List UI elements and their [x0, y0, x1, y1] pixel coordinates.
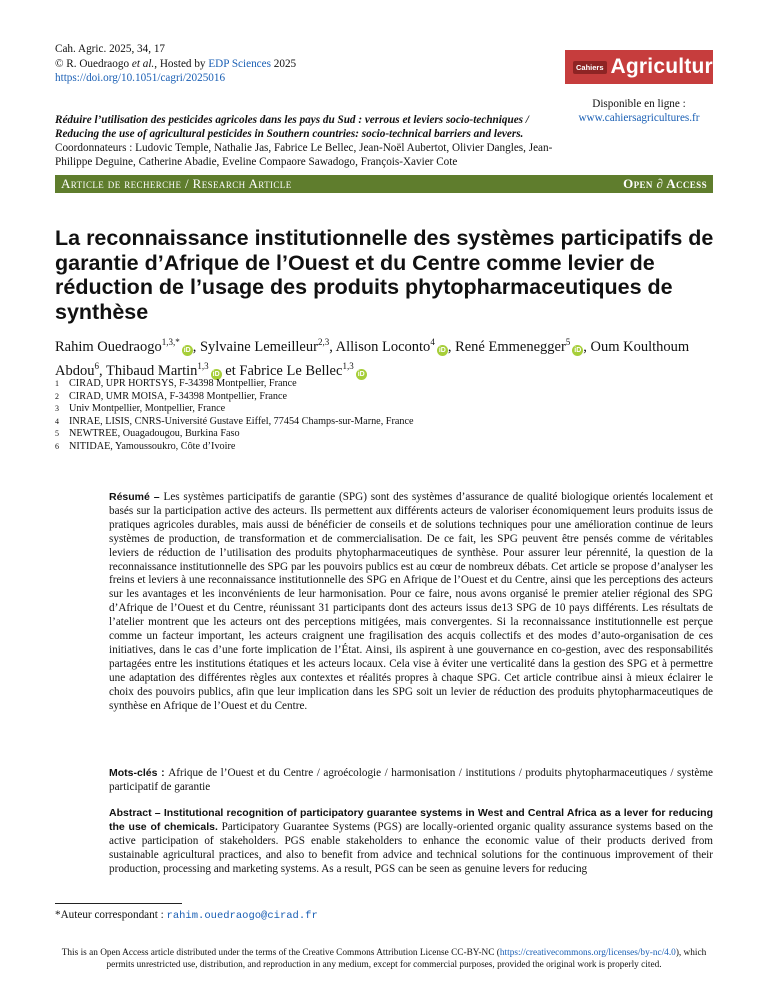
affiliation-text: NITIDAE, Yamoussoukro, Côte d’Ivoire	[69, 440, 236, 452]
coordinators: Coordonnateurs : Ludovic Temple, Nathalie Jas, Fabrice Le Bellec, Jean-Noël Aubertot, Olivier Dangles, Jean-Philippe Deguine, Catherine Abadie, Eveline Compaore Sawadogo, François-Xavier Cote	[55, 142, 553, 168]
author	[336, 339, 448, 355]
author-name: Oum Koulthoum Abdou	[55, 338, 690, 379]
series-title: Réduire l’utilisation des pesticides agricoles dans les pays du Sud : verrous et leviers socio-techniques / Reducing the use of agricultural pesticides in Southern countries: socio-technical barriers and levers.	[55, 114, 529, 140]
author	[200, 339, 329, 355]
affiliation-number: 2	[55, 391, 59, 401]
affiliation	[55, 416, 414, 429]
resume-text: Les systèmes participatifs de garantie (SPG) sont des systèmes d’assurance de qualité biologique orientés localement et basés sur la participation active des acteurs. Ils permettent aux différents acteurs de valoriser économiquement leurs produits issus de pratiques agricoles durables, mais aussi de bénéficier de conseils et de solutions techniques pour une amélioration continue de leurs systèmes de production, de transformation et de commercialisation. De ce fait, les SPG peuvent être pensés comme de véritables leviers de réduction de l’utilisation des produits phytopharmaceutiques de synthèse. Pour assurer leur pérennité, la question de la reconnaissance institutionnelle des SPG par les pouvoirs publics est au cœur de nombreux débats. Cet article se propose d’analyser les freins et leviers à une reconnaissance institutionnelle des SPG en Afrique de l’Ouest et du Centre, ainsi que les perceptions des acteurs sur les avantages et les inconvénients de leur harmonisation. Pour ce faire, nous avons organisé le premier atelier régional des SPG d’Afrique de l’Ouest et du Centre, réunissant 31 participants dont des acteurs issus de13 SPG de 10 pays différents. Les résultats de l’atelier montrent que les acteurs ont des perceptions mitigées, mais convergentes. Si la reconnaissance institutionnelle est perçue comme un facteur important, les acteurs craignent une fragilisation des acquis collectifs et des modes d’auto-organisation de ces initiatives, dans le cas d’une forte implication de l’État. Ainsi, ils aspirent à une gouvernance en co-gestion, avec des responsabilités partagées entre les institutions étatiques et les acteurs locaux. Cela vise à éviter une verticalité dans la gestion des SPG et à permettre une adaptation des différentes règles aux contextes et réalités propres à chaque SPG. Cet article contribue ainsi à mieux éclairer le choix des pouvoirs publics, afin que leur implication dans les SPG soit un levier de réduction des produits phytopharmaceutiques de synthèse en Afrique de l’Ouest et du Centre.	[109, 491, 713, 712]
copyright-line: © R. Ouedraogo et al., Hosted by EDP Sciences 2025	[55, 57, 297, 70]
author-separator: ,	[98, 362, 106, 379]
online-availability: Disponible en ligne : www.cahiersagricultures.fr	[578, 98, 700, 124]
author-separator: ,	[583, 338, 591, 355]
orcid-icon[interactable]: iD	[183, 346, 191, 354]
abstract-section	[109, 807, 713, 877]
journal-logo[interactable]	[565, 50, 737, 84]
corresponding-author: *Auteur correspondant : rahim.ouedraogo@cirad.fr	[55, 909, 318, 922]
affiliation	[55, 403, 414, 416]
author-name: Rahim Ouedraogo	[55, 338, 162, 355]
abstract-text: Participatory Guarantee Systems (PGS) are locally-oriented organic quality assurance systems based on the active participation of stakeholders. PGS enable stakeholders to enhance the economic value of their products derived from sustainable agricultural practices, and also to benefit from advice and technical solutions for the continuous improvement of their production, processing and marketing systems. As a result, PGS can be seen as genuine levers for reducing	[109, 820, 713, 875]
abstract-title: Institutional recognition of participatory guarantee systems in West and Central Africa as a lever for reducing the use of chemicals.	[109, 807, 713, 833]
author-name: Allison Loconto	[335, 338, 431, 355]
affiliation-text: INRAE, LISIS, CNRS-Université Gustave Eiffel, 77454 Champs-sur-Marne, France	[69, 415, 414, 427]
corresponding-email-link[interactable]: rahim.ouedraogo@cirad.fr	[166, 910, 318, 922]
orcid-icon[interactable]: iD	[574, 346, 582, 354]
author	[239, 360, 366, 379]
author-separator: et	[221, 362, 240, 379]
orcid-icon[interactable]: iD	[357, 370, 365, 378]
author-affiliation-ref: 5	[565, 337, 571, 347]
author-list	[55, 333, 715, 381]
affiliation-number: 1	[55, 379, 59, 388]
author-separator: ,	[329, 338, 336, 355]
footnote-rule	[55, 903, 182, 904]
affiliation-text: CIRAD, UPR HORTSYS, F-34398 Montpellier, France	[69, 378, 297, 389]
license-note: This is an Open Access article distributed under the terms of the Creative Commons Attribution License CC-BY-NC (https://creativecommons.org/licenses/by-nc/4.0), which permits unrestricted use, distribution, and reproduction in any medium, except for commercial purposes, provided the original work is properly cited.	[61, 948, 707, 971]
keywords-text: Afrique de l’Ouest et du Centre / agroécologie / harmonisation / institutions / produits phytopharmaceutiques / système participatif de garantie	[109, 767, 713, 793]
affiliation-number: 4	[55, 416, 59, 426]
affiliation-number: 6	[55, 441, 59, 451]
orcid-icon[interactable]: iD	[212, 370, 220, 378]
author-affiliation-ref: 2,3	[317, 337, 330, 347]
author-affiliation-ref: 1,3	[197, 360, 209, 371]
license-link[interactable]: https://creativecommons.org/licenses/by-nc/4.0	[499, 948, 676, 958]
affiliation-number: 5	[55, 429, 59, 439]
author-affiliation-ref: 4	[430, 337, 435, 347]
affiliation	[55, 391, 414, 404]
open-access-label: Open ∂ Access	[623, 176, 707, 191]
doi-link[interactable]: https://doi.org/10.1051/cagri/2025016	[55, 72, 226, 84]
affiliation-text: CIRAD, UMR MOISA, F-34398 Montpellier, France	[69, 390, 288, 402]
resume-label: Résumé –	[109, 491, 164, 503]
article-type: Article de recherche / Research Article	[61, 176, 292, 191]
journal-website-link[interactable]: www.cahiersagricultures.fr	[578, 112, 700, 124]
affiliation	[55, 428, 414, 441]
author-name: Sylvaine Lemeilleur	[199, 338, 318, 355]
affiliation-text: NEWTREE, Ouagadougou, Burkina Faso	[69, 428, 240, 440]
logo-big-text: Agricultures	[610, 55, 737, 78]
author	[105, 360, 222, 379]
author-name: Thibaud Martin	[105, 362, 198, 379]
publisher-link[interactable]: EDP Sciences	[208, 57, 271, 70]
affiliation-text: Univ Montpellier, Montpellier, France	[69, 403, 226, 415]
citation-block	[55, 42, 296, 86]
author	[455, 339, 583, 355]
author-affiliation-ref: 1,3	[342, 360, 354, 371]
author-name: René Emmenegger	[455, 338, 566, 355]
keywords-section	[109, 767, 713, 795]
author-name: Fabrice Le Bellec	[239, 362, 343, 379]
orcid-icon[interactable]: iD	[438, 346, 446, 354]
article-type-banner	[55, 175, 713, 193]
keywords-label: Mots-clés :	[109, 767, 169, 779]
author-affiliation-ref: 6	[94, 360, 99, 371]
author-separator: ,	[192, 338, 200, 355]
article-title: La reconnaissance institutionnelle des systèmes participatifs de garantie d’Afrique de l’Ouest et du Centre comme levier de réduction de l’usage des produits phytopharmaceutiques de synthèse	[55, 226, 714, 324]
author	[55, 339, 193, 355]
author-separator: ,	[447, 338, 456, 355]
logo-small-text: Cahiers	[573, 61, 607, 74]
resume-section	[109, 491, 713, 714]
abstract-label: Abstract –	[109, 807, 164, 819]
affiliations	[55, 378, 414, 454]
thematic-series	[55, 113, 555, 169]
affiliation	[55, 441, 414, 454]
affiliation-number: 3	[55, 404, 59, 414]
journal-line: Cah. Agric. 2025, 34, 17	[55, 43, 166, 55]
affiliation	[55, 378, 414, 391]
author-affiliation-ref: 1,3,*	[161, 337, 180, 347]
